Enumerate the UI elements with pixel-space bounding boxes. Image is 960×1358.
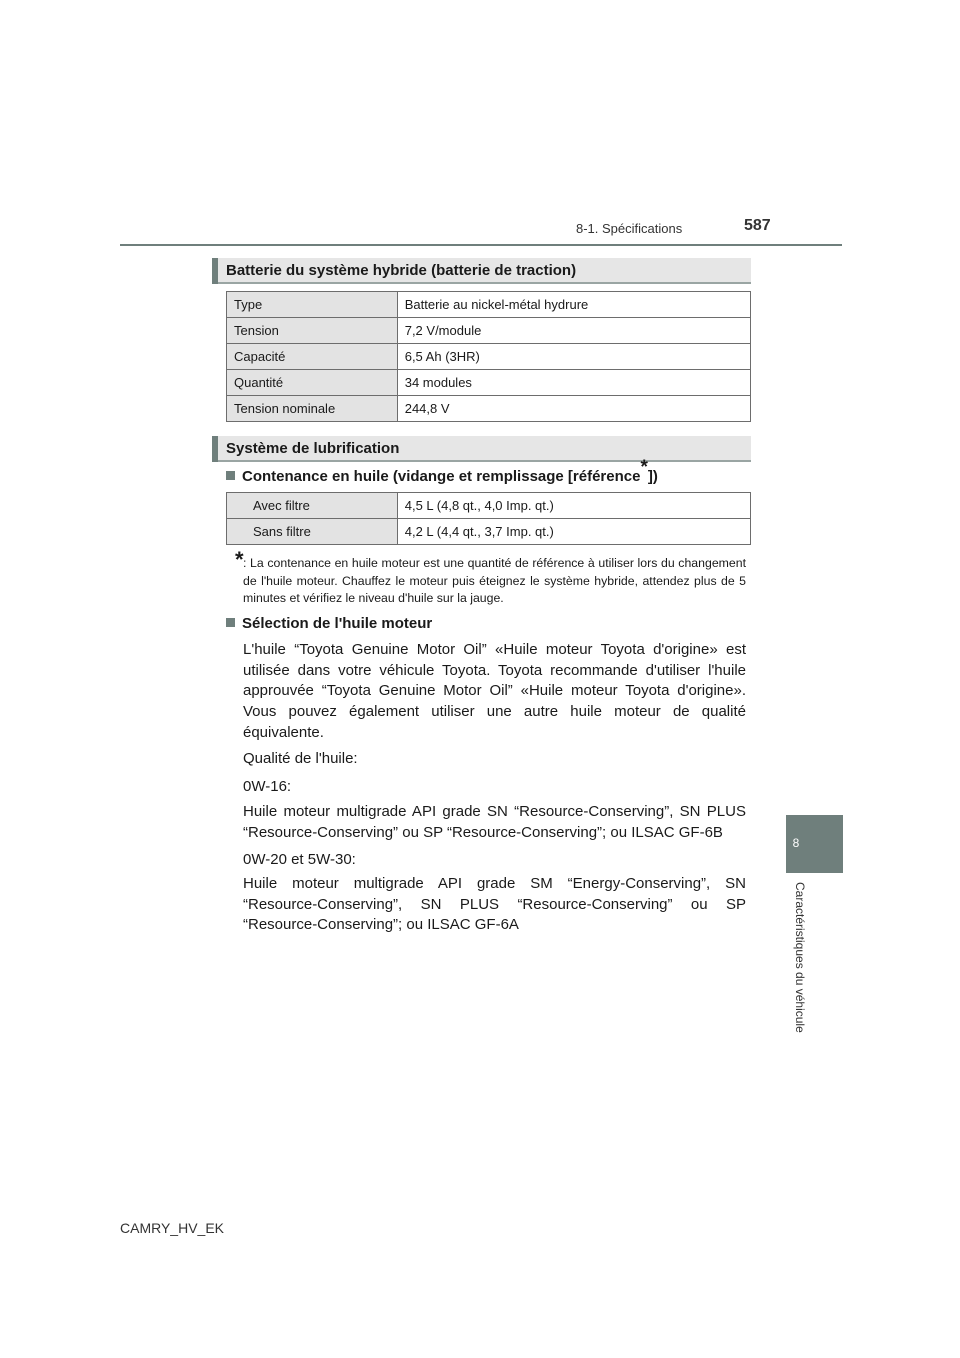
row-value: Batterie au nickel-métal hydrure	[397, 292, 750, 318]
table-row	[227, 292, 751, 318]
square-bullet-icon	[226, 618, 235, 627]
table-row	[227, 396, 751, 422]
row-label: Tension nominale	[227, 396, 398, 422]
page-number: 587	[744, 217, 771, 234]
battery-spec-table	[226, 291, 751, 422]
row-value: 244,8 V	[397, 396, 750, 422]
row-label: Quantité	[227, 370, 398, 396]
row-label: Avec filtre	[227, 493, 398, 519]
battery-section-header	[212, 258, 751, 284]
row-value: 6,5 Ah (3HR)	[397, 344, 750, 370]
table-row	[227, 318, 751, 344]
row-label: Sans filtre	[227, 519, 398, 545]
battery-section-title: Batterie du système hybride (batterie de traction)	[226, 262, 577, 279]
document-id: CAMRY_HV_EK	[120, 1220, 225, 1236]
footnote-text: : La contenance en huile moteur est une quantité de référence à utiliser lors du changement de l'huile moteur. Chauffez le moteur puis éteignez le système hybride, attendez plus de 5 minutes et vérifiez le niveau d'huile sur la jauge.	[243, 556, 746, 605]
row-value: 34 modules	[397, 370, 750, 396]
header-section-title: 8-1. Spécifications	[576, 221, 683, 236]
lubrication-section-header	[212, 436, 751, 462]
square-bullet-icon	[226, 471, 235, 480]
table-row	[227, 493, 751, 519]
row-value: 4,5 L (4,8 qt., 4,0 Imp. qt.)	[397, 493, 750, 519]
oil-grade-0w20-5w30: 0W-20 et 5W-30:	[243, 851, 356, 868]
row-label: Tension	[227, 318, 398, 344]
table-row	[227, 519, 751, 545]
chapter-tab-label: Caractéristiques du véhicule	[793, 882, 807, 1033]
table-row	[227, 370, 751, 396]
footnote-asterisk: *	[235, 547, 244, 572]
oil-grade-0w16-text: Huile moteur multigrade API grade SN “Resource-Conserving”, SN PLUS “Resource-Conserving” ou SP “Resource-Conserving”; ou ILSAC GF-6B	[243, 803, 746, 841]
chapter-tab-number: 8	[792, 836, 800, 850]
oil-quality-label: Qualité de l'huile:	[243, 750, 358, 767]
row-label: Capacité	[227, 344, 398, 370]
oil-capacity-table	[226, 492, 751, 545]
row-label: Type	[227, 292, 398, 318]
header-rule	[120, 244, 842, 246]
oil-selection-heading: Sélection de l'huile moteur	[226, 615, 432, 632]
lubrication-section-title: Système de lubrification	[226, 440, 400, 457]
oil-grade-0w16: 0W-16:	[243, 778, 292, 795]
row-value: 4,2 L (4,4 qt., 3,7 Imp. qt.)	[397, 519, 750, 545]
row-value: 7,2 V/module	[397, 318, 750, 344]
oil-capacity-heading: Contenance en huile (vidange et remplissage [référence*])	[226, 468, 658, 485]
oil-grade-0w20-5w30-text: Huile moteur multigrade API grade SM “Energy-Conserving”, SN “Resource-Conserving”, SN PLUS “Resource-Conserving” ou SP “Resource-Conserving”; ou ILSAC GF-6A	[243, 875, 746, 934]
oil-selection-paragraph: L'huile “Toyota Genuine Motor Oil” «Huile moteur Toyota d'origine» est utilisée dans votre véhicule Toyota. Toyota recommande d'utiliser l'huile approuvée “Toyota Genuine Motor Oil” «Huile moteur Toyota d'origine». Vous pouvez également utiliser une autre huile moteur de qualité équivalente.	[243, 641, 746, 741]
table-row	[227, 344, 751, 370]
